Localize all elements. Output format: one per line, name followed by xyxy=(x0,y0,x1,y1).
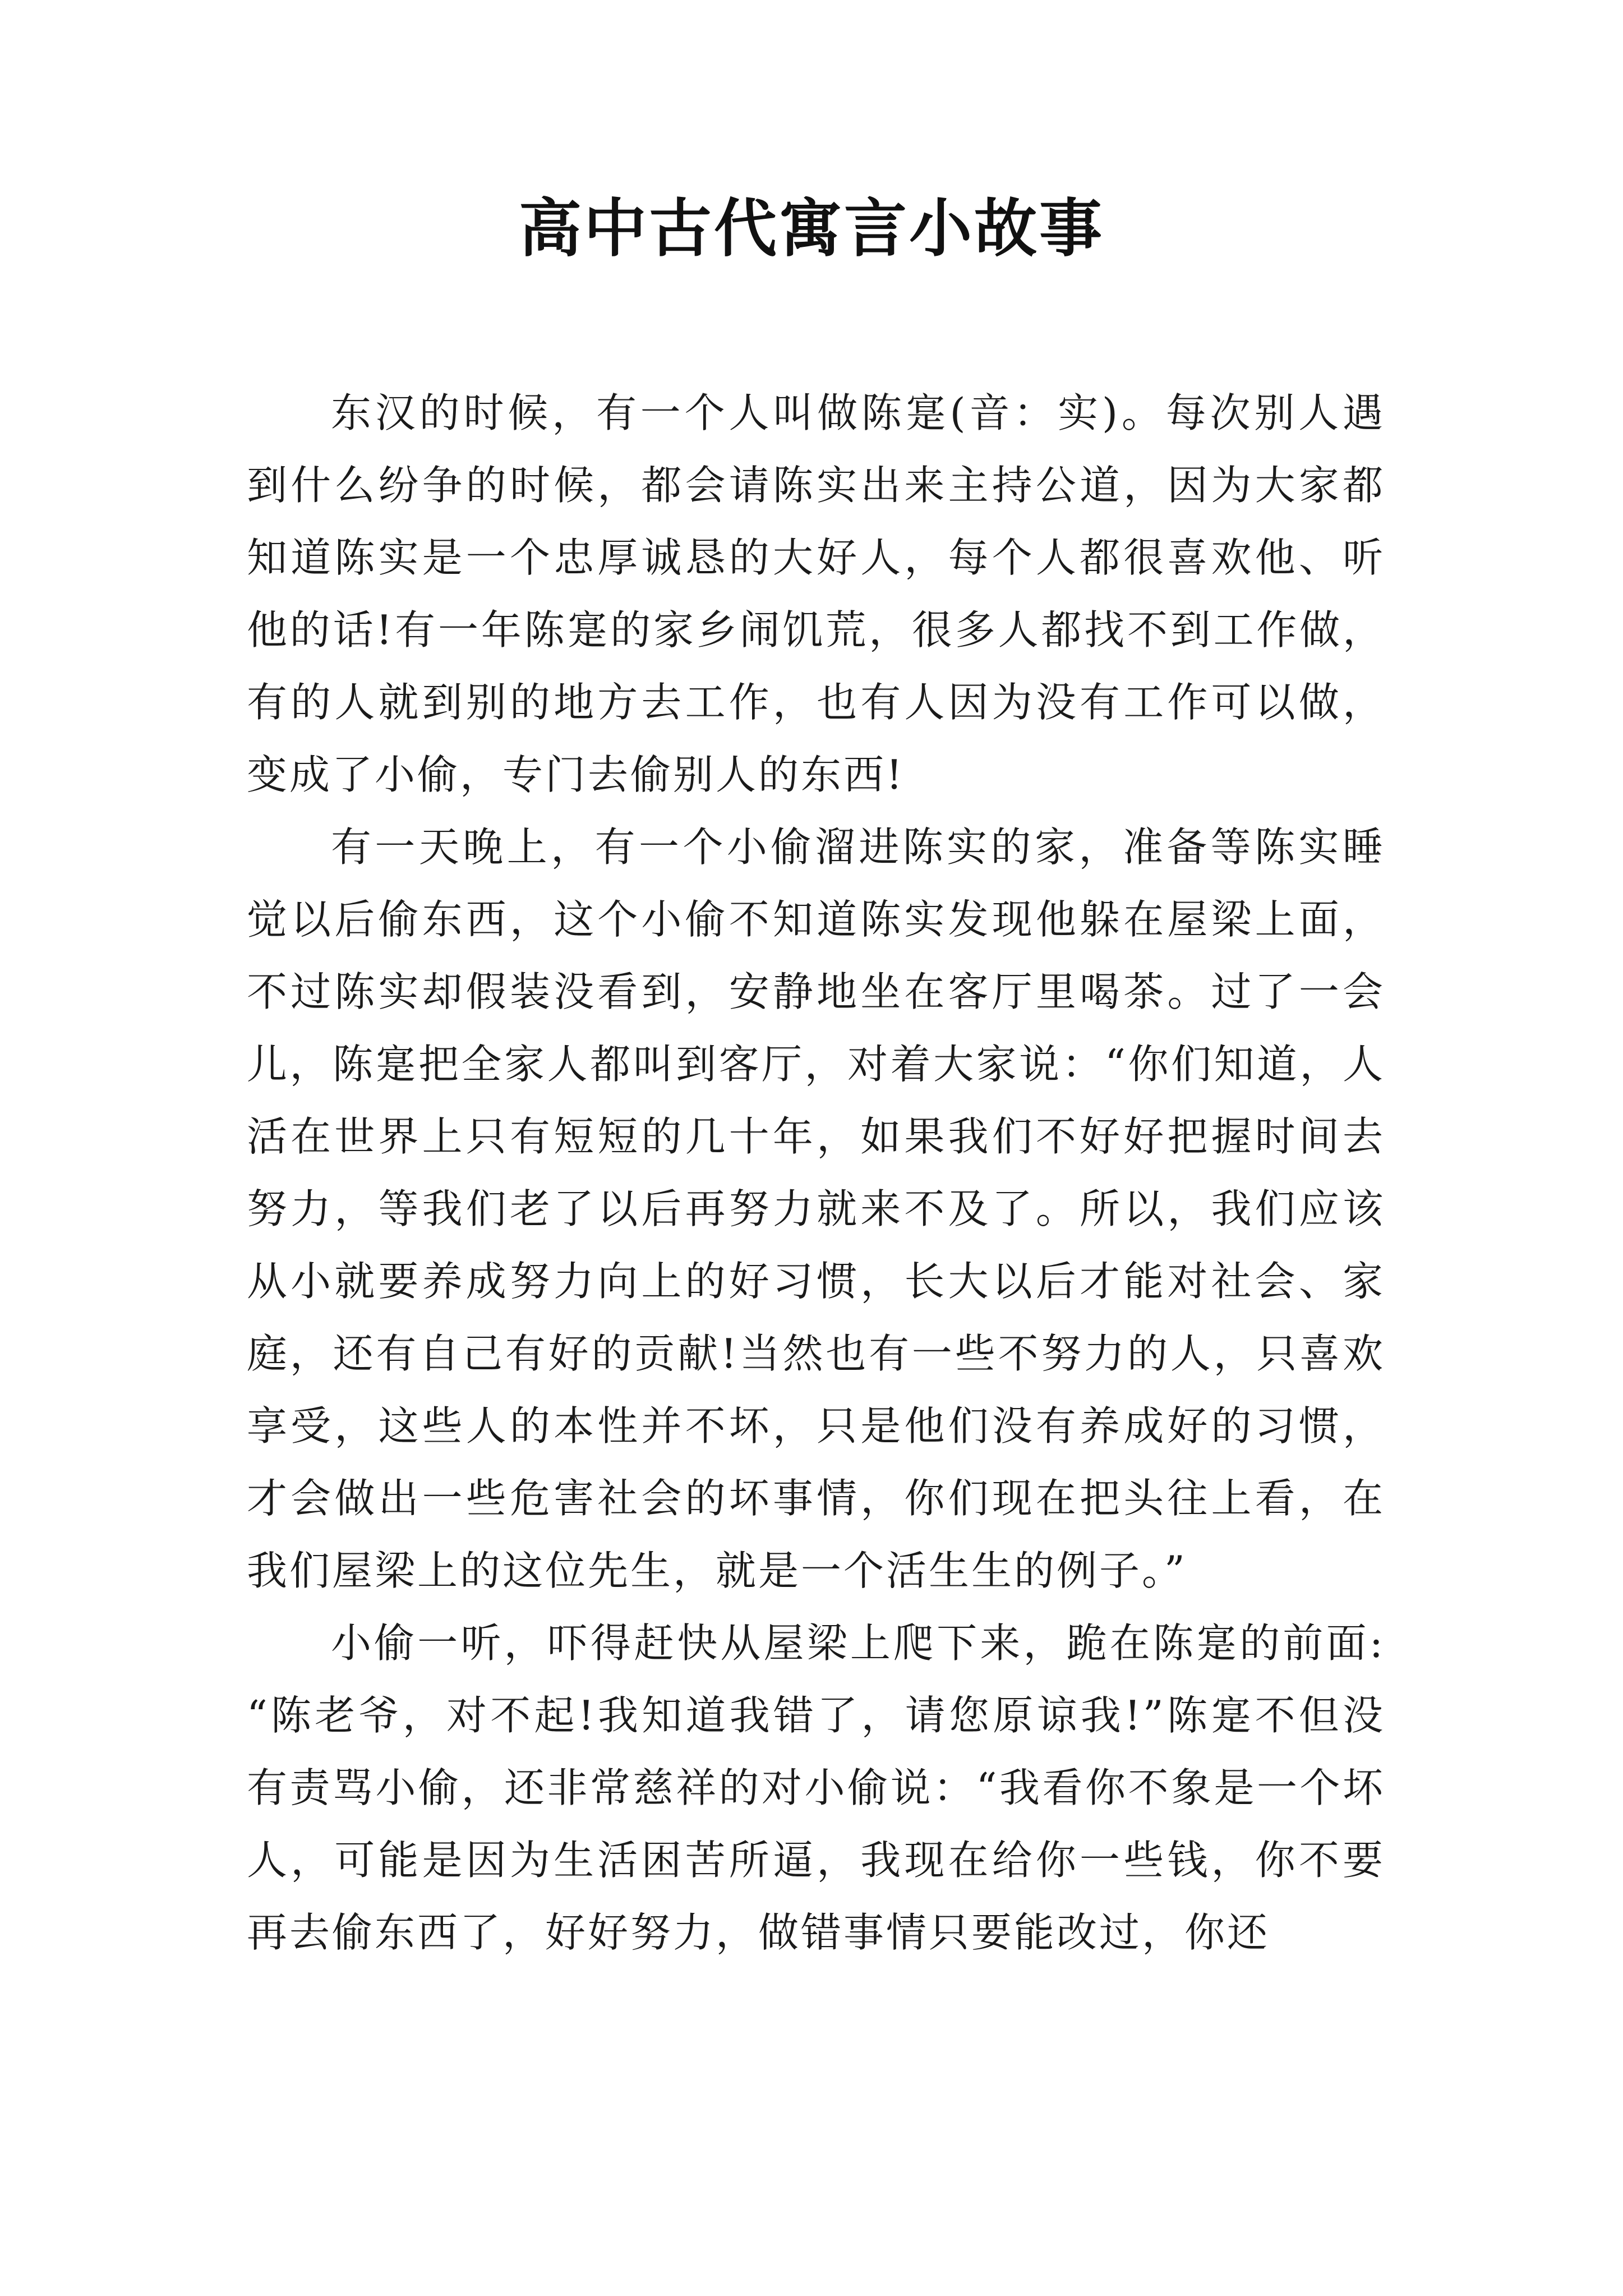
paragraph-2: 有一天晚上，有一个小偷溜进陈实的家，准备等陈实睡觉以后偷东西，这个小偷不知道陈实发现他躲在屋梁上面，不过陈实却假装没看到，安静地坐在客厅里喝茶。过了一会儿，陈寔把全家人都叫到客厅，对着大家说：“你们知道，人活在世界上只有短短的几十年，如果我们不好好把握时间去努力，等我们老了以后再努力就来不及了。所以，我们应该从小就要养成努力向上的好习惯，长大以后才能对社会、家庭，还有自己有好的贡献!当然也有一些不努力的人，只喜欢享受，这些人的本性并不坏，只是他们没有养成好的习惯，才会做出一些危害社会的坏事情，你们现在把头往上看，在我们屋梁上的这位先生，就是一个活生生的例子。” xyxy=(247,823,1385,1594)
document-title: 高中古代寓言小故事 xyxy=(519,192,1104,265)
document-body xyxy=(247,377,1385,1969)
paragraph-1: 东汉的时候，有一个人叫做陈寔(音：实)。每次别人遇到什么纷争的时候，都会请陈实出来主持公道，因为大家都知道陈实是一个忠厚诚恳的大好人，每个人都很喜欢他、听他的话!有一年陈寔的家乡闹饥荒，很多人都找不到工作做，有的人就到别的地方去工作，也有人因为没有工作可以做，变成了小偷，专门去偷别人的东西! xyxy=(247,389,1385,798)
paragraph-3: 小偷一听，吓得赶快从屋梁上爬下来，跪在陈寔的前面:“陈老爷，对不起!我知道我错了，请您原谅我!”陈寔不但没有责骂小偷，还非常慈祥的对小偷说：“我看你不象是一个坏人，可能是因为生活困苦所逼，我现在给你一些钱，你不要再去偷东西了，好好努力，做错事情只要能改过，你还 xyxy=(247,1619,1385,1956)
